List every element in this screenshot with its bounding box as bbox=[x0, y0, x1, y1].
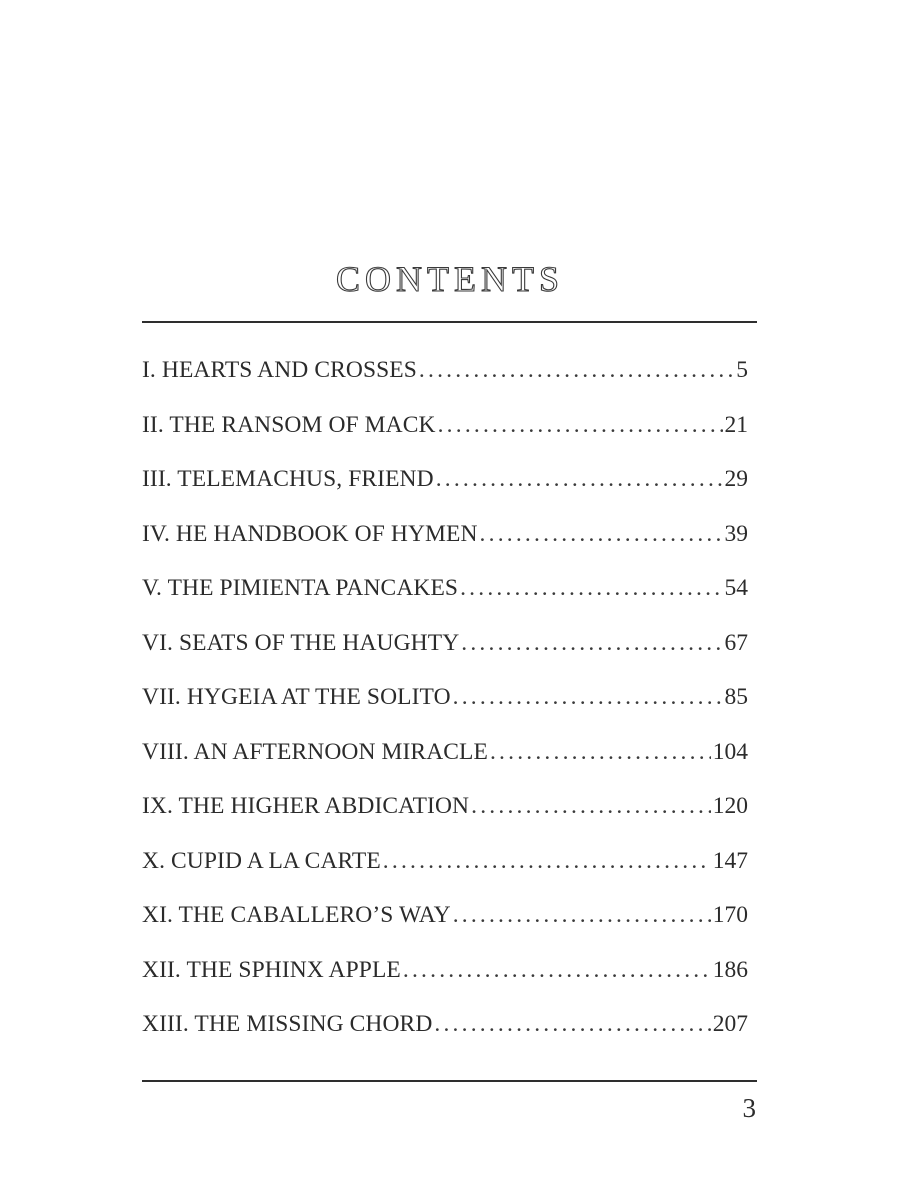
dot-leader bbox=[383, 843, 711, 879]
toc-entry-title: III. TELEMACHUS, FRIEND bbox=[142, 466, 434, 492]
toc-entry-title: V. THE PIMIENTA PANCAKES bbox=[142, 575, 459, 601]
toc-entry-title: XII. THE SPHINX APPLE bbox=[142, 956, 401, 983]
dot-leader bbox=[434, 1006, 710, 1042]
toc-entry-page: 29 bbox=[724, 466, 748, 492]
toc-entry-page: 21 bbox=[724, 411, 748, 438]
toc-entry[interactable] bbox=[142, 1006, 748, 1061]
toc-entry-page: 104 bbox=[712, 738, 748, 765]
toc-entry-page: 186 bbox=[712, 956, 748, 983]
toc-entry[interactable] bbox=[142, 461, 748, 516]
toc-entry-title: XI. THE CABALLERO’S WAY bbox=[142, 902, 451, 928]
toc-entry-title: X. CUPID A LA CARTE bbox=[142, 847, 381, 874]
toc-entry-title: IV. HE HANDBOOK OF HYMEN bbox=[142, 520, 478, 547]
toc-entry-page: 67 bbox=[724, 629, 748, 656]
toc-entry[interactable] bbox=[142, 570, 748, 625]
contents-heading: CONTENTS bbox=[336, 259, 564, 299]
dot-leader bbox=[460, 570, 722, 606]
dot-leader bbox=[403, 952, 711, 988]
dot-leader bbox=[453, 679, 723, 715]
toc-entry[interactable] bbox=[142, 734, 748, 789]
toc-entry-title: II. THE RANSOM OF MACK bbox=[142, 411, 436, 438]
top-divider bbox=[142, 321, 757, 323]
table-of-contents bbox=[142, 352, 748, 1061]
toc-entry-page: 5 bbox=[736, 357, 748, 383]
dot-leader bbox=[461, 625, 722, 661]
toc-entry-title: VIII. AN AFTERNOON MIRACLE bbox=[142, 738, 488, 765]
toc-entry-title: VI. SEATS OF THE HAUGHTY bbox=[142, 629, 460, 656]
toc-entry-title: XIII. THE MISSING CHORD bbox=[142, 1011, 433, 1037]
dot-leader bbox=[436, 461, 723, 497]
toc-entry-page: 120 bbox=[712, 793, 748, 819]
dot-leader bbox=[438, 407, 723, 443]
dot-leader bbox=[419, 352, 734, 388]
toc-entry[interactable] bbox=[142, 516, 748, 571]
toc-entry-page: 147 bbox=[712, 847, 748, 874]
toc-entry[interactable] bbox=[142, 679, 748, 734]
toc-entry[interactable] bbox=[142, 952, 748, 1007]
toc-entry-title: IX. THE HIGHER ABDICATION bbox=[142, 793, 470, 819]
toc-entry[interactable] bbox=[142, 897, 748, 952]
toc-entry-page: 85 bbox=[724, 684, 748, 710]
toc-entry-page: 207 bbox=[712, 1011, 748, 1037]
toc-entry-page: 39 bbox=[724, 520, 748, 547]
toc-entry[interactable] bbox=[142, 625, 748, 680]
toc-entry-title: VII. HYGEIA AT THE SOLITO bbox=[142, 684, 451, 710]
toc-entry[interactable] bbox=[142, 407, 748, 462]
toc-entry[interactable] bbox=[142, 352, 748, 407]
dot-leader bbox=[480, 516, 723, 552]
dot-leader bbox=[471, 788, 711, 824]
toc-entry-title: I. HEARTS AND CROSSES bbox=[142, 357, 417, 383]
dot-leader bbox=[490, 734, 711, 770]
toc-entry-page: 170 bbox=[712, 902, 748, 928]
page-number: 3 bbox=[742, 1093, 756, 1123]
toc-entry[interactable] bbox=[142, 843, 748, 898]
bottom-divider bbox=[142, 1080, 757, 1082]
toc-entry-page: 54 bbox=[724, 575, 748, 601]
dot-leader bbox=[453, 897, 711, 933]
toc-entry[interactable] bbox=[142, 788, 748, 843]
